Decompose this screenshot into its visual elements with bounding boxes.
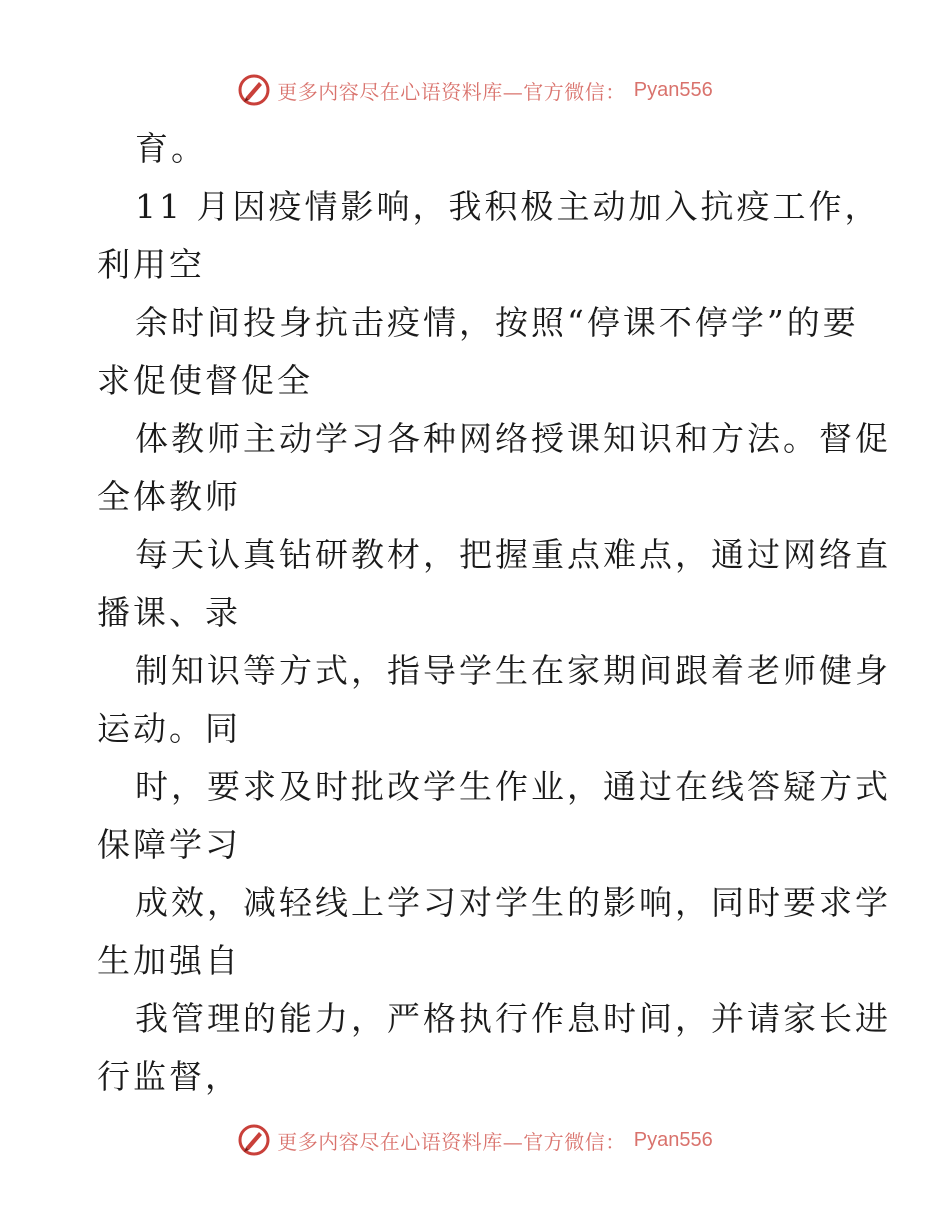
header-watermark <box>0 70 950 110</box>
text-line: 每天认真钻研教材，把握重点难点，通过网络直 <box>135 535 891 574</box>
text-line: 11 月因疫情影响，我积极主动加入抗疫工作， <box>135 187 881 226</box>
text-line: 我管理的能力，严格执行作息时间，并请家长进 <box>135 999 891 1038</box>
pen-logo-icon <box>237 1123 271 1157</box>
watermark-text: 更多内容尽在心语资料库—官方微信： <box>277 1129 626 1154</box>
text-line: 运动。同 <box>97 709 241 748</box>
text-line: 求促使督促全 <box>97 361 313 400</box>
text-line: 育。 <box>135 129 207 168</box>
text-line: 全体教师 <box>97 477 241 516</box>
text-line: 体教师主动学习各种网络授课知识和方法。督促 <box>135 419 891 458</box>
text-line: 生加强自 <box>97 941 241 980</box>
watermark-id: Pyan556 <box>633 1128 713 1151</box>
text-line: 播课、录 <box>97 593 241 632</box>
text-line: 制知识等方式，指导学生在家期间跟着老师健身 <box>135 651 891 690</box>
pen-logo-icon <box>237 73 271 107</box>
text-line: 时，要求及时批改学生作业，通过在线答疑方式 <box>135 767 891 806</box>
watermark-id: Pyan556 <box>633 78 713 101</box>
text-line: 利用空 <box>97 245 205 284</box>
text-line: 行监督， <box>97 1057 241 1096</box>
text-line: 余时间投身抗击疫情，按照“停课不停学”的要 <box>135 303 859 342</box>
watermark-text: 更多内容尽在心语资料库—官方微信： <box>277 79 626 104</box>
text-line: 成效，减轻线上学习对学生的影响，同时要求学 <box>135 883 891 922</box>
text-line: 保障学习 <box>97 825 241 864</box>
footer-watermark <box>0 1120 950 1160</box>
